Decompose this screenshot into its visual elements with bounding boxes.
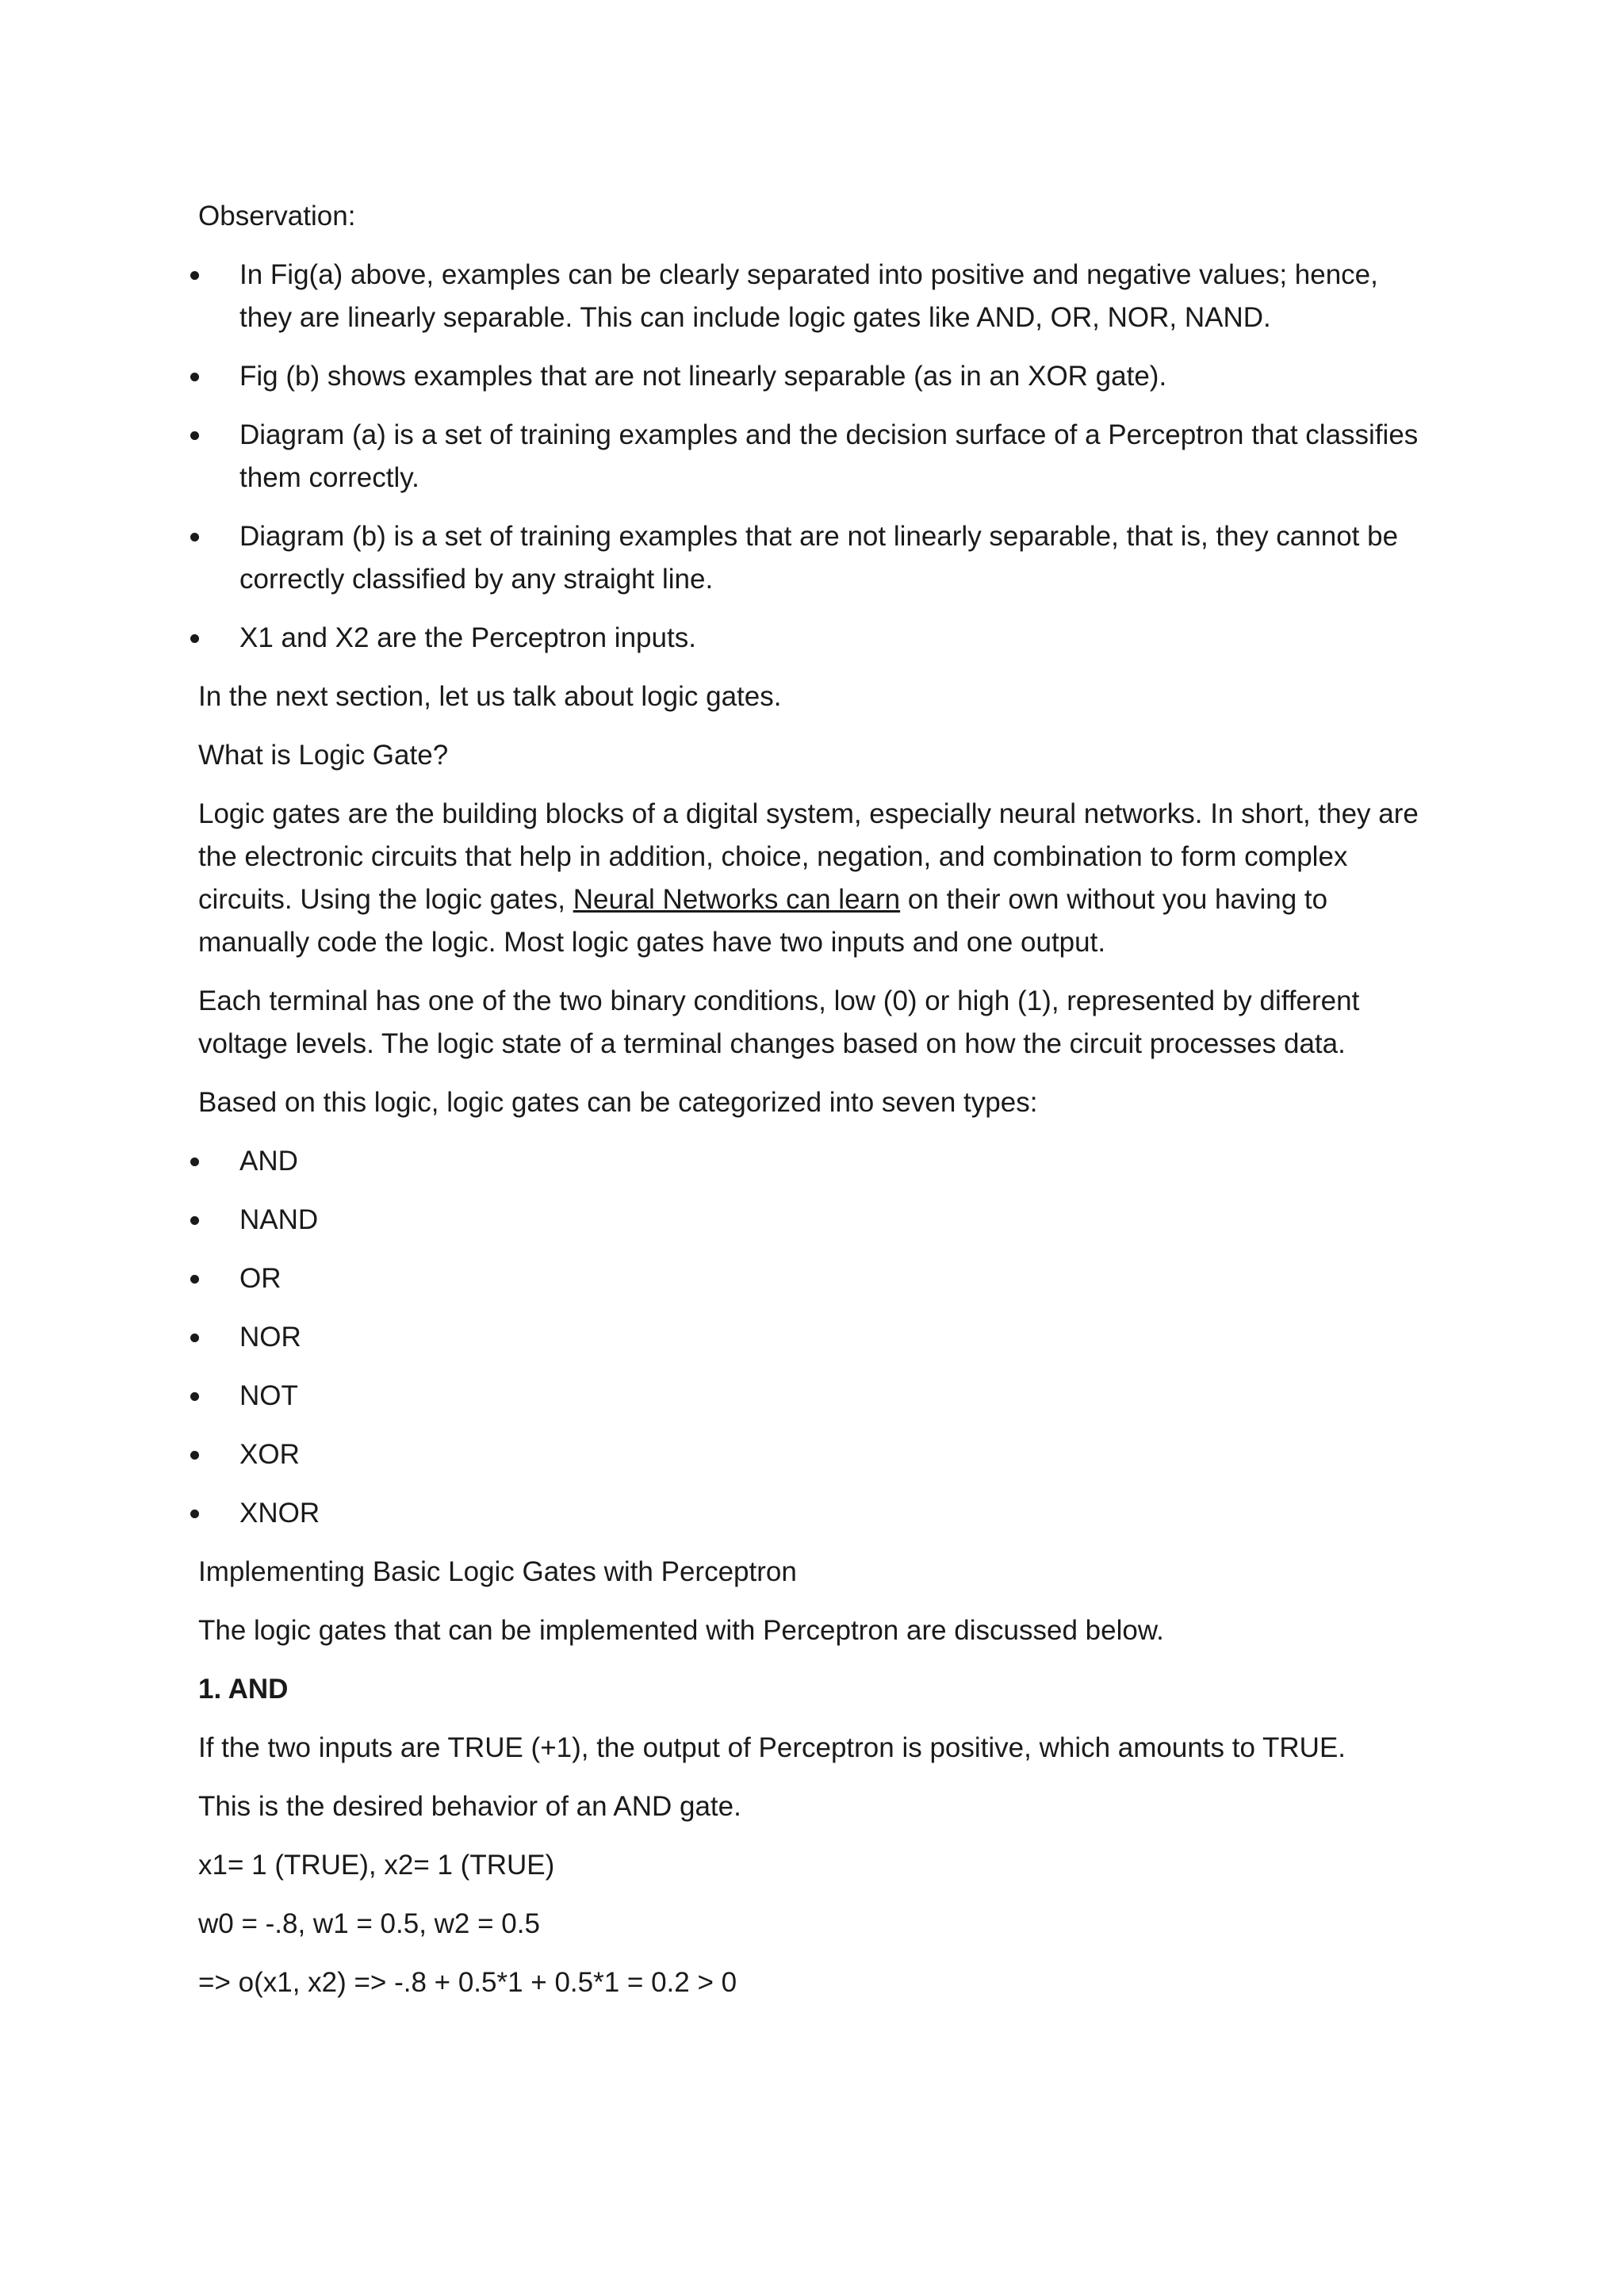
- neural-networks-link[interactable]: Neural Networks can learn: [573, 884, 901, 915]
- gate-type-nand: NAND: [198, 1199, 1435, 1242]
- and-weights: w0 = -.8, w1 = 0.5, w2 = 0.5: [198, 1908, 540, 1939]
- logic-gate-text-before: Logic gates are the building blocks of a digital system, especially neural networks. In short, they are the electronic circuits that help in addition, choice, negation, and combination to form complex circuits. Using the logic gates,: [198, 798, 1419, 915]
- list-item: In Fig(a) above, examples can be clearly separated into positive and negative values; hence, they are linearly separable. This can include logic gates like AND, OR, NOR, NAND.: [198, 254, 1435, 339]
- gate-type-and: AND: [198, 1140, 1435, 1183]
- and-output: => o(x1, x2) => -.8 + 0.5*1 + 0.5*1 = 0.2 > 0: [198, 1967, 737, 1998]
- list-item: X1 and X2 are the Perceptron inputs.: [198, 617, 1435, 660]
- list-item: Fig (b) shows examples that are not linearly separable (as in an XOR gate).: [198, 355, 1435, 398]
- implementing-heading: Implementing Basic Logic Gates with Perceptron: [198, 1556, 797, 1587]
- gate-type-or: OR: [198, 1257, 1435, 1300]
- gate-type-nor: NOR: [198, 1316, 1435, 1359]
- and-inputs: x1= 1 (TRUE), x2= 1 (TRUE): [198, 1850, 555, 1881]
- list-item: Diagram (a) is a set of training examples and the decision surface of a Perceptron that classifies them correctly.: [198, 414, 1435, 499]
- terminal-paragraph: Each terminal has one of the two binary conditions, low (0) or high (1), represented by different voltage levels. The logic state of a terminal changes based on how the circuit processes data.: [198, 985, 1360, 1059]
- and-paragraph-2: This is the desired behavior of an AND gate.: [198, 1791, 741, 1822]
- list-item: Diagram (b) is a set of training examples that are not linearly separable, that is, they cannot be correctly classified by any straight line.: [198, 515, 1435, 601]
- gate-type-not: NOT: [198, 1375, 1435, 1418]
- document-page: [198, 195, 1435, 2020]
- observation-heading: Observation:: [198, 201, 356, 232]
- gate-type-xor: XOR: [198, 1433, 1435, 1476]
- logic-gate-heading: What is Logic Gate?: [198, 740, 449, 771]
- implementing-intro: The logic gates that can be implemented with Perceptron are discussed below.: [198, 1615, 1164, 1646]
- gate-type-xnor: XNOR: [198, 1492, 1435, 1535]
- and-paragraph-1: If the two inputs are TRUE (+1), the output of Perceptron is positive, which amounts to TRUE.: [198, 1732, 1346, 1763]
- observation-list: [198, 254, 1435, 660]
- logic-gate-paragraph: [198, 793, 1435, 964]
- categories-intro: Based on this logic, logic gates can be categorized into seven types:: [198, 1087, 1038, 1118]
- and-heading: 1. AND: [198, 1674, 289, 1705]
- logic-gate-text-after: on their own without you having to manually code the logic. Most logic gates have two inputs and one output.: [198, 884, 1328, 958]
- gate-types-list: [198, 1140, 1435, 1535]
- next-section-text: In the next section, let us talk about logic gates.: [198, 681, 782, 712]
